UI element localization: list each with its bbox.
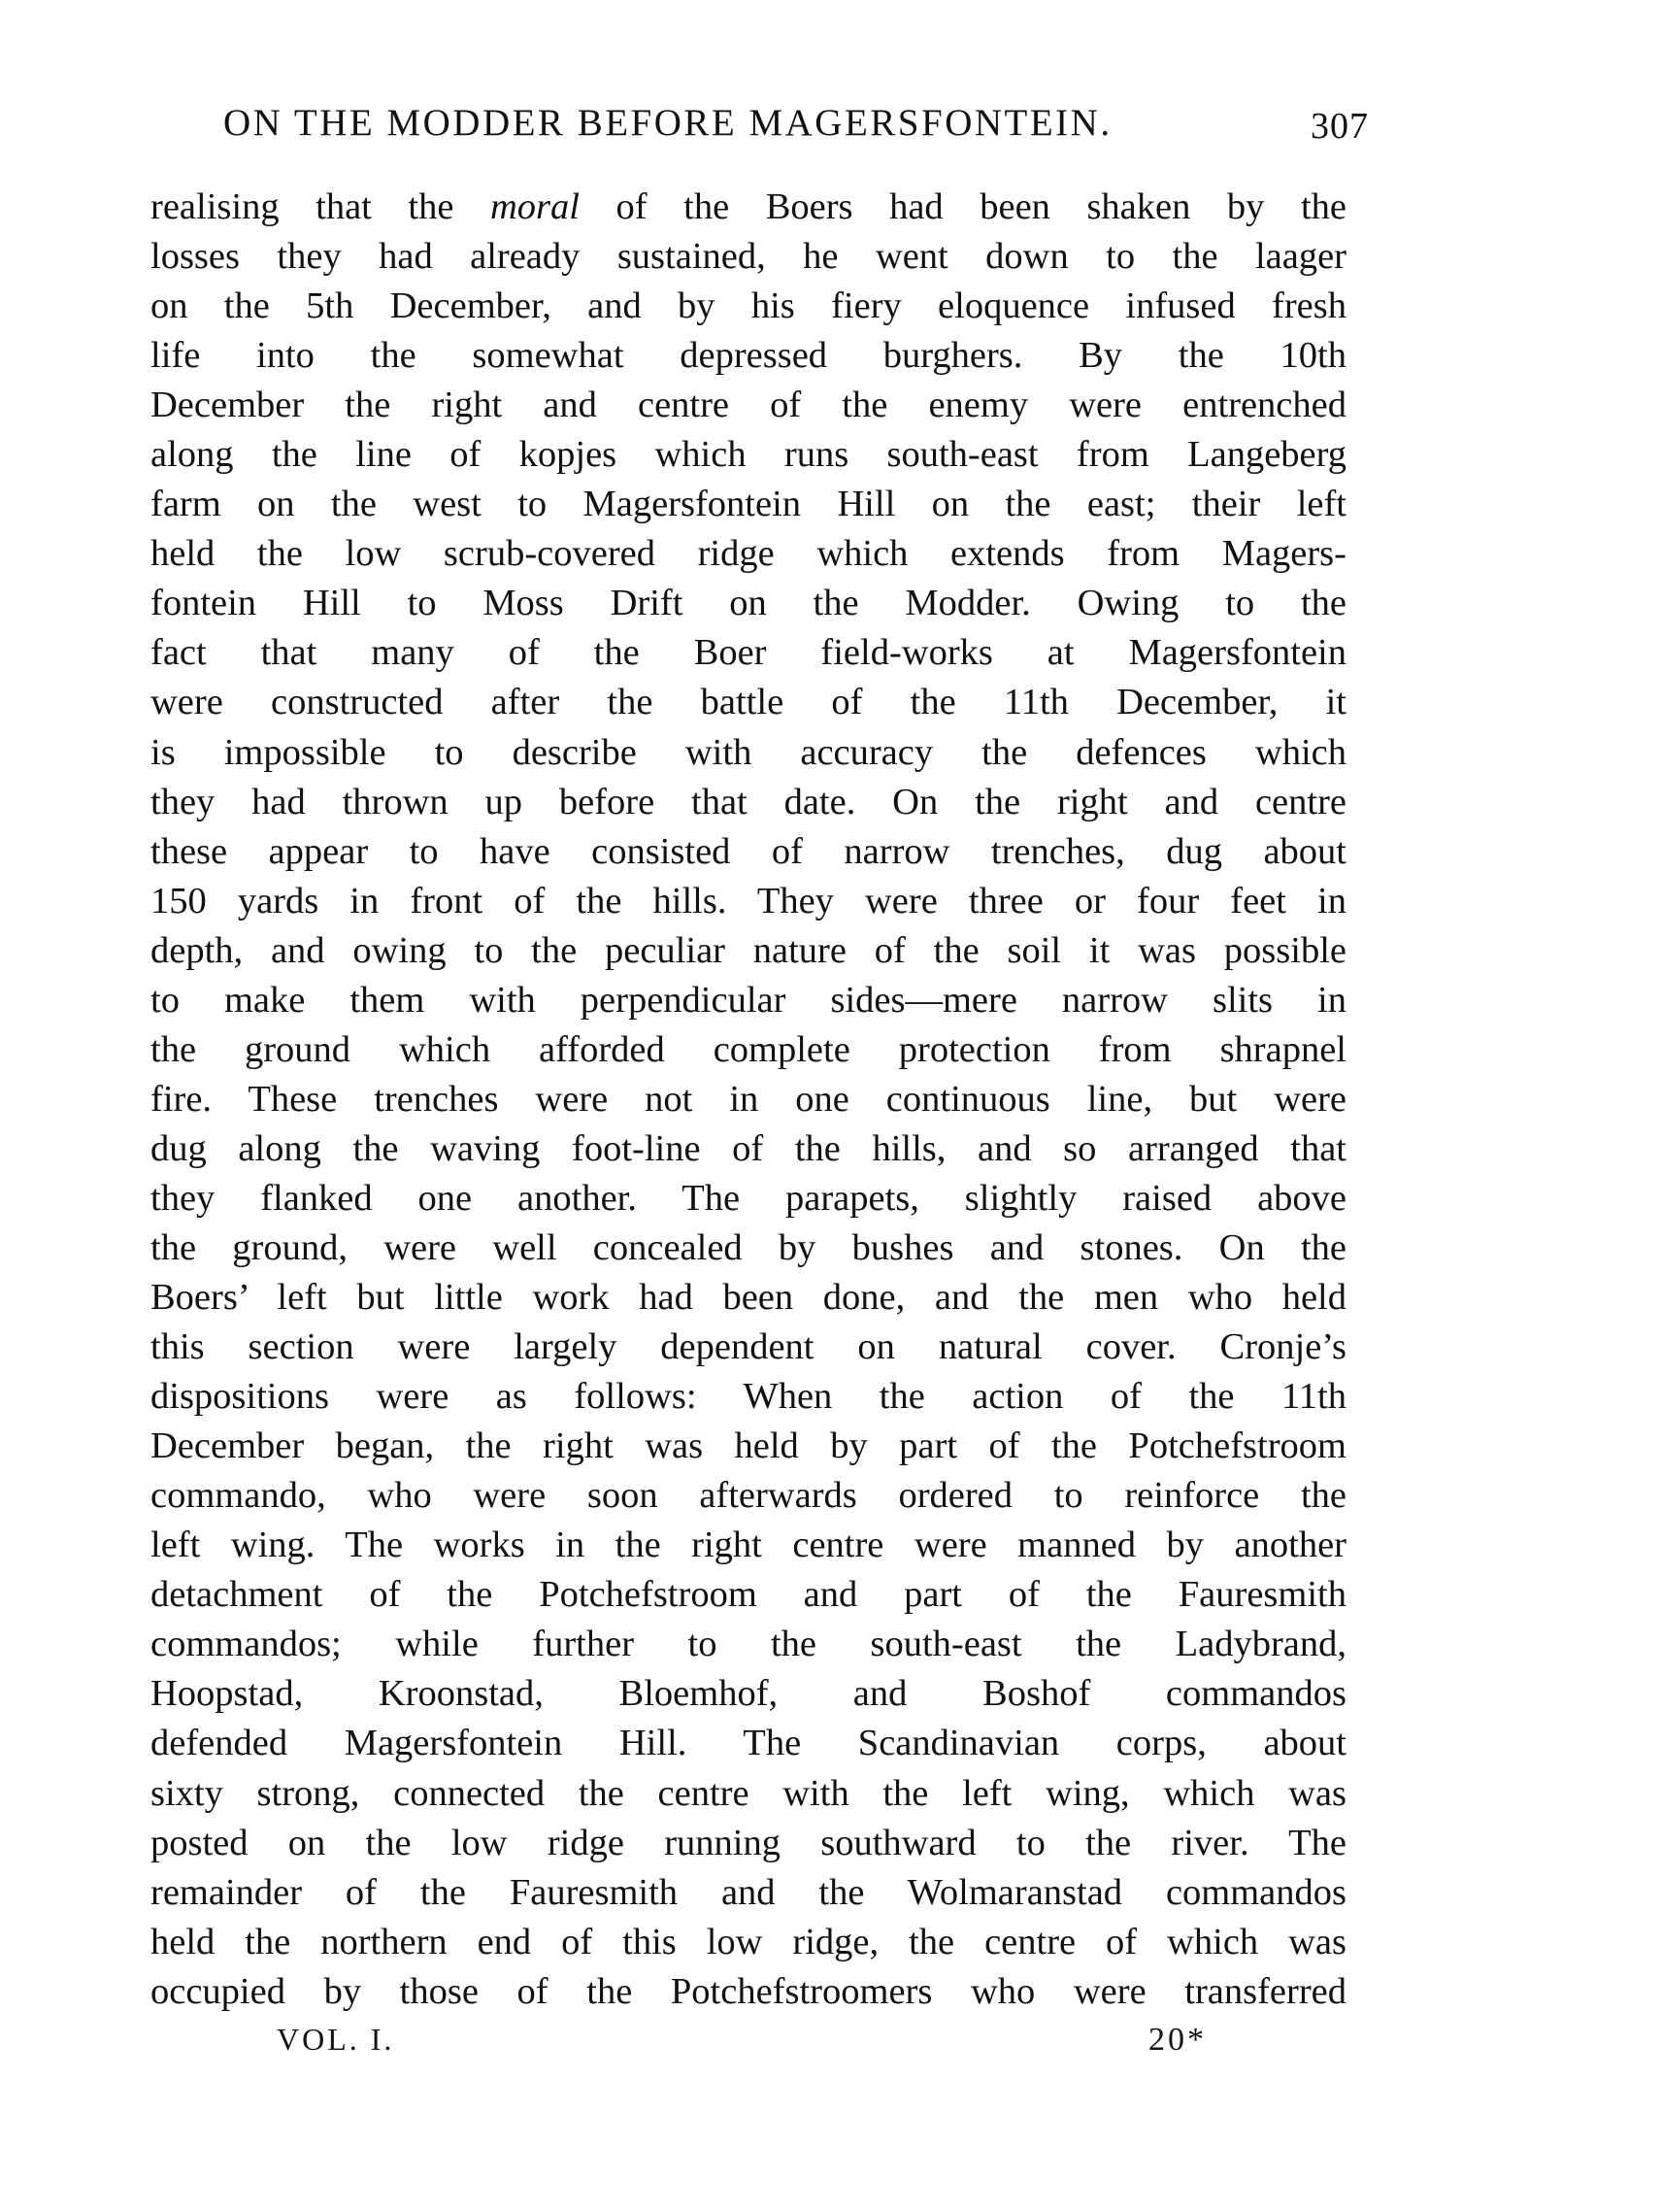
text-line-content: Hoopstad, Kroonstad, Bloemhof, and Boshof commandos <box>150 1673 1346 1715</box>
text-line <box>150 1174 1346 1223</box>
text-line-content: Boers’ left but little work had been done, and the men who held <box>150 1277 1346 1319</box>
text-line <box>150 1323 1346 1372</box>
text-line-content: they flanked one another. The parapets, slightly raised above <box>150 1177 1346 1219</box>
text-line <box>150 1967 1346 2017</box>
text-line-content: fact that many of the Boer field-works at Magersfontein <box>150 632 1346 674</box>
text-line <box>150 1471 1346 1521</box>
text-line <box>150 430 1346 480</box>
text-line <box>150 183 1346 232</box>
text-line <box>150 1819 1346 1868</box>
text-line-content: detachment of the Potchefstroom and part of the Fauresmith <box>150 1574 1346 1616</box>
text-line <box>150 1273 1346 1323</box>
text-line <box>150 1868 1346 1918</box>
text-run: realising that the <box>150 186 490 227</box>
text-run: of the Boers had been shaken by the <box>579 186 1346 227</box>
text-line-content: farm on the west to Magersfontein Hill on the east; their left <box>150 484 1346 525</box>
text-line-content: on the 5th December, and by his fiery eloquence infused fresh <box>150 285 1346 327</box>
text-line <box>150 778 1346 827</box>
text-line <box>150 827 1346 877</box>
text-line-content: 150 yards in front of the hills. They were three or four feet in <box>150 880 1346 922</box>
text-line <box>150 976 1346 1025</box>
text-line <box>150 480 1346 529</box>
text-line-content: held the low scrub-covered ridge which extends from Magers- <box>150 533 1346 575</box>
page-number: 307 <box>1311 106 1369 147</box>
body-text <box>150 183 1346 2017</box>
text-line-content: held the northern end of this low ridge, the centre of which was <box>150 1921 1346 1962</box>
text-line <box>150 1769 1346 1819</box>
italic-word: moral <box>489 186 580 227</box>
text-line-content: life into the somewhat depressed burghers. By the 10th <box>150 335 1346 377</box>
text-line-content: the ground, were well concealed by bushes and stones. On the <box>150 1226 1346 1268</box>
text-line-content: the ground which afforded complete protection from shrapnel <box>150 1028 1346 1070</box>
text-line-content: December began, the right was held by part of the Potchefstroom <box>150 1425 1346 1467</box>
text-line <box>150 1570 1346 1620</box>
text-line <box>150 1372 1346 1422</box>
text-line-content: depth, and owing to the peculiar nature of the soil it was possible <box>150 929 1346 971</box>
running-title: ON THE MODDER BEFORE MAGERSFONTEIN. <box>223 102 1113 144</box>
text-line-content: commando, who were soon afterwards ordered to reinforce the <box>150 1475 1346 1517</box>
text-line <box>150 628 1346 678</box>
text-line-content: these appear to have consisted of narrow trenches, dug about <box>150 830 1346 872</box>
text-line <box>150 579 1346 628</box>
text-line-content: left wing. The works in the right centre were manned by another <box>150 1525 1346 1566</box>
text-line-content: is impossible to describe with accuracy the defences which <box>150 731 1346 773</box>
text-line-content: losses they had already sustained, he went down to the laager <box>150 236 1346 278</box>
text-line-content: remainder of the Fauresmith and the Wolmaranstad commandos <box>150 1871 1346 1913</box>
text-line-content: fire. These trenches were not in one continuous line, but were <box>150 1078 1346 1120</box>
text-line <box>150 1521 1346 1570</box>
text-line-content: December the right and centre of the enemy were entrenched <box>150 385 1346 426</box>
text-line <box>150 678 1346 727</box>
text-line <box>150 381 1346 430</box>
text-line-content: defended Magersfontein Hill. The Scandinavian corps, about <box>150 1723 1346 1764</box>
text-line-content: were constructed after the battle of the 11th December, it <box>150 682 1346 723</box>
volume-label: VOL. I. <box>277 2022 395 2057</box>
text-line-content: to make them with perpendicular sides—mere narrow slits in <box>150 979 1346 1021</box>
text-line-content: along the line of kopjes which runs south-east from Langeberg <box>150 434 1346 476</box>
text-line-content: occupied by those of the Potchefstroomers who were transferred <box>150 1970 1346 2012</box>
text-line-content: dispositions were as follows: When the action of the 11th <box>150 1376 1346 1418</box>
text-line-content: fontein Hill to Moss Drift on the Modder. Owing to the <box>150 583 1346 624</box>
text-line <box>150 331 1346 381</box>
text-line <box>150 1025 1346 1075</box>
text-line <box>150 282 1346 331</box>
text-line-content: posted on the low ridge running southward to the river. The <box>150 1822 1346 1863</box>
text-line <box>150 529 1346 579</box>
text-line <box>150 926 1346 976</box>
text-line <box>150 1719 1346 1768</box>
text-line <box>150 1620 1346 1669</box>
text-line <box>150 232 1346 282</box>
text-line-content: dug along the waving foot-line of the hills, and so arranged that <box>150 1127 1346 1169</box>
text-line <box>150 1223 1346 1273</box>
text-line-content: this section were largely dependent on natural cover. Cronje’s <box>150 1326 1346 1368</box>
text-line <box>150 728 1346 778</box>
signature-mark: 20* <box>1148 2022 1207 2058</box>
text-line <box>150 1124 1346 1174</box>
text-line-content: they had thrown up before that date. On the right and centre <box>150 781 1346 822</box>
text-line <box>150 877 1346 926</box>
text-line <box>150 1918 1346 1967</box>
text-line-content: commandos; while further to the south-east the Ladybrand, <box>150 1624 1346 1665</box>
text-line-content: sixty strong, connected the centre with the left wing, which was <box>150 1772 1346 1814</box>
text-line <box>150 1422 1346 1471</box>
running-header <box>223 101 1369 159</box>
text-line <box>150 1669 1346 1719</box>
text-line <box>150 1075 1346 1124</box>
